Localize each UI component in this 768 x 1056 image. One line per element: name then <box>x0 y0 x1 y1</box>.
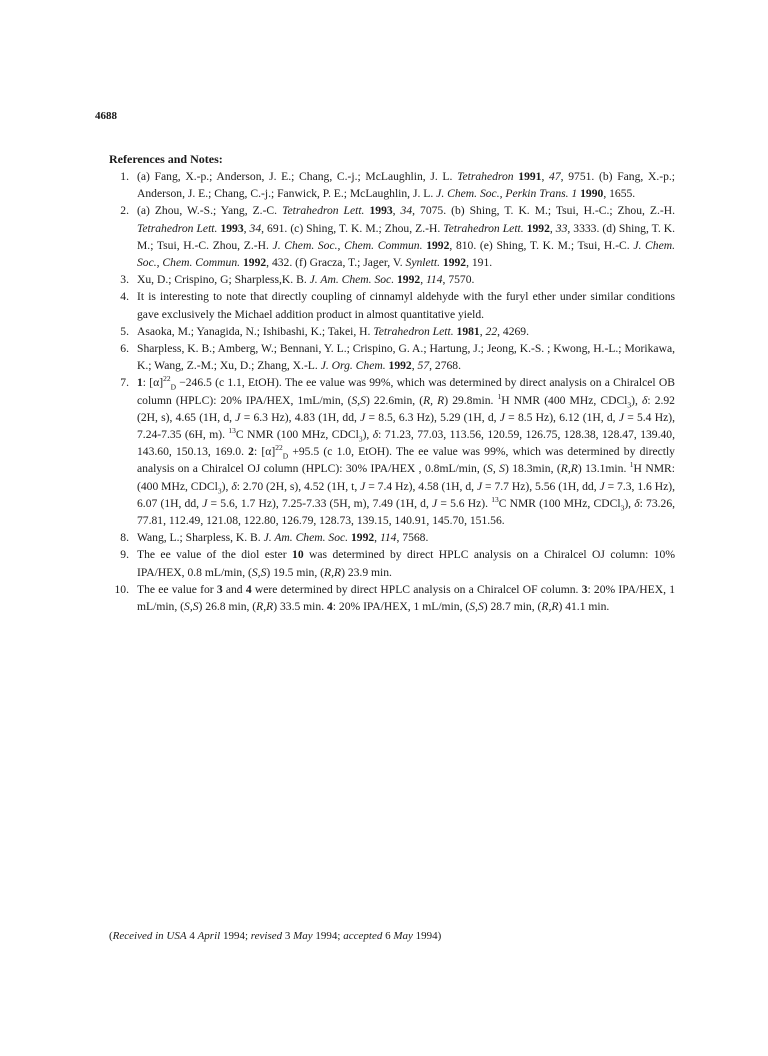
text-segment: ), <box>221 479 232 493</box>
text-segment: Tetrahedron Lett. <box>443 221 524 235</box>
text-segment: (a) Fang, X.-p.; Anderson, J. E.; Chang, C.-j.; McLaughlin, J. L. <box>137 170 458 183</box>
text-segment: Xu, D.; Crispino, G; Sharpless,K. B. <box>137 273 310 287</box>
reference-item <box>109 323 675 340</box>
text-segment: ), <box>631 393 642 407</box>
reference-item <box>109 340 675 374</box>
text-segment: were determined by direct HPLC analysis on a Chiralcel OF column. <box>251 582 582 596</box>
reference-text <box>137 342 675 372</box>
text-segment: : 73.26, 77.81, 112.49, 121.08, 122.80, 126.79, 128.73, 139.15, 140.91, 145.70, 151.56. <box>137 496 676 528</box>
text-segment: May <box>293 930 313 942</box>
text-segment: 6 <box>382 930 394 942</box>
text-segment: Tetrahedron Lett. <box>282 204 365 218</box>
reference-number: 5 . <box>109 323 129 340</box>
text-segment: ) 41.1 min. <box>558 600 610 614</box>
text-segment: δ <box>231 479 237 493</box>
text-segment: 3 <box>216 582 223 596</box>
text-segment: 1992 <box>397 273 421 287</box>
text-segment: = 7.3, 1.6 Hz), 6.07 (1H, dd, <box>137 479 676 510</box>
text-segment: 4 <box>186 930 198 942</box>
text-segment: 3 <box>620 503 625 513</box>
reference-item <box>109 168 675 202</box>
text-segment: = 8.5, 6.3 Hz), 5.29 (1H, d, <box>365 410 500 424</box>
text-segment: J <box>476 479 483 493</box>
reference-item <box>109 529 675 546</box>
text-segment: S,S <box>184 600 199 614</box>
text-segment: δ <box>372 428 379 442</box>
text-segment: 3 <box>282 930 294 942</box>
text-segment: ), <box>624 496 635 510</box>
text-segment: 57 <box>417 359 430 373</box>
text-segment: 1990 <box>580 187 604 201</box>
text-segment: R,R <box>324 565 342 579</box>
text-segment: revised <box>250 930 283 942</box>
text-segment: 13 <box>228 426 236 436</box>
reference-text <box>137 273 474 286</box>
text-segment: = 8.5 Hz), 6.12 (1H, d, <box>504 410 619 424</box>
text-segment: , 9751. (b) Fang, X.-p.; Anderson, J. E.; Chang, C.-j.; Fanwick, P. E.; McLaughlin, J. L. <box>137 170 676 201</box>
text-segment: 4 <box>327 600 333 614</box>
text-segment: D <box>282 451 289 461</box>
text-segment: 1992 <box>426 238 450 252</box>
page-number: 4688 <box>95 110 117 122</box>
text-segment: 3 <box>358 434 363 444</box>
text-segment: J <box>599 479 605 493</box>
text-segment: ) 19.5 min, ( <box>266 565 325 579</box>
text-segment: accepted <box>343 930 383 942</box>
text-segment: : [α] <box>253 445 276 459</box>
text-segment: 4 <box>245 582 252 596</box>
reference-number: 8 . <box>109 529 129 546</box>
text-segment: ) 23.9 min. <box>341 565 392 579</box>
text-segment: 1992 <box>350 531 375 545</box>
text-segment: 1 <box>629 460 634 470</box>
text-segment: ( <box>109 930 113 942</box>
text-segment: , <box>420 273 426 287</box>
text-segment: ) 29.8min. <box>444 393 498 407</box>
text-segment: , 4269. <box>497 324 529 338</box>
text-segment: 1994; <box>220 930 251 942</box>
text-segment: +95.5 (c 1.0, EtOH). The ee value was 99%, which was determined by directly analysis on a Chiralcel OJ column (HPLC): 30% IPA/HEX , 0.8mL/min, ( <box>137 445 675 476</box>
reference-number: 10 . <box>109 581 129 598</box>
reference-number: 4 . <box>109 288 129 305</box>
reference-text <box>137 376 675 527</box>
text-segment: , <box>243 221 250 235</box>
text-segment: , 7570. <box>442 273 475 287</box>
text-segment: R,R <box>256 600 274 614</box>
reference-number: 2 . <box>109 202 129 219</box>
text-segment: , 2768. <box>429 359 461 373</box>
text-segment: R,R <box>560 462 578 476</box>
text-segment: 1994) <box>412 930 442 942</box>
text-segment: J. Chem. Soc., Chem. Commun. <box>137 238 675 270</box>
text-segment: , 691. (c) Shing, T. K. M.; Zhou, Z.-H. <box>261 221 444 235</box>
text-segment: J <box>235 410 241 424</box>
text-segment: Tetrahedron Lett. <box>373 324 454 338</box>
reference-item <box>109 581 675 615</box>
text-segment: 22 <box>163 374 171 384</box>
text-segment: : 2.70 (2H, s), 4.52 (1H, t, <box>236 479 361 493</box>
text-segment: : 20% IPA/HEX, 1 mL/min, ( <box>332 600 470 614</box>
text-segment: 34 <box>400 204 413 218</box>
text-segment: δ <box>634 496 640 510</box>
reference-number: 3 . <box>109 271 129 288</box>
text-segment: and <box>222 582 246 596</box>
text-segment: R, R <box>423 393 445 407</box>
text-segment: S, S <box>487 462 505 476</box>
text-segment: 1992 <box>442 256 467 270</box>
reference-item <box>109 288 675 322</box>
text-segment: 3 <box>217 485 222 495</box>
text-segment: was determined by direct HPLC analysis on a Chiralcel OJ column: 10% IPA/HEX, 0.8 mL/min, ( <box>137 548 675 579</box>
text-segment: 1992 <box>242 256 267 270</box>
text-segment: C NMR (100 MHz, CDCl <box>235 428 359 442</box>
text-segment: R,R <box>541 600 559 614</box>
text-segment: : 2.92 (2H, s), 4.65 (1H, d, <box>137 393 675 424</box>
reference-text <box>137 325 529 338</box>
text-segment: ) 13.1min. <box>577 462 630 476</box>
reference-number: 6 . <box>109 340 129 357</box>
text-segment: The ee value for <box>137 582 217 596</box>
text-segment: Asaoka, M.; Yanagida, N.; Ishibashi, K.; Takei, H. <box>137 324 374 338</box>
reference-number: 7 . <box>109 374 129 391</box>
text-segment: S,S <box>251 565 267 579</box>
text-segment: , 7075. (b) Shing, T. K. M.; Tsui, H.-C.; Zhou, Z.-H. <box>412 204 676 218</box>
text-segment: = 6.3 Hz), 4.83 (1H, dd, <box>240 410 361 424</box>
reference-text <box>137 204 675 269</box>
text-segment: H NMR (400 MHz, CDCl <box>501 393 628 407</box>
reference-text <box>137 548 675 578</box>
text-segment: , 810. (e) Shing, T. K. M.; Tsui, H.-C. <box>449 238 634 252</box>
text-segment: Sharpless, K. B.; Amberg, W.; Bennani, Y. L.; Crispino, G. A.; Hartung, J.; Jeong, K.-S. ; Kwong, H.-L.; Morikawa, K.; Wang, Z.-M.; Xu, D.; Zhang, X.-L. <box>137 342 675 373</box>
text-segment: J. Chem. Soc., Perkin Trans. 1 <box>436 187 578 201</box>
text-segment: 47 <box>549 170 561 183</box>
text-segment: J <box>360 479 366 493</box>
reference-item <box>109 202 675 271</box>
text-segment: 114 <box>425 273 443 287</box>
text-segment: 13 <box>491 495 499 504</box>
text-segment: It is interesting to note that directly coupling of cinnamyl aldehyde with the furyl ether under similar conditions gave exclusively the Michael addition product in almost quantitative yield. <box>137 290 675 321</box>
text-segment: The ee value of the diol ester <box>137 548 293 562</box>
text-segment: , <box>479 324 486 338</box>
text-segment: : 71.23, 77.03, 113.56, 120.59, 126.75, 128.38, 128.47, 139.40, 143.60, 150.13, 169.0. <box>137 428 675 459</box>
text-segment: H NMR: (400 MHz, CDCl <box>137 462 675 493</box>
text-segment: , <box>411 359 418 373</box>
text-segment: ) 22.6min, ( <box>365 393 424 407</box>
text-segment: , <box>392 204 401 218</box>
text-segment: = 7.4 Hz), 4.58 (1H, d, <box>365 479 477 493</box>
text-segment: δ <box>642 393 648 407</box>
text-segment: = 7.7 Hz), 5.56 (1H, dd, <box>482 479 600 493</box>
text-segment: 34 <box>249 221 262 235</box>
text-segment: S,S <box>469 600 484 614</box>
text-segment: ), <box>362 428 373 442</box>
text-segment: Wang, L.; Sharpless, K. B. <box>137 531 264 545</box>
text-segment: D <box>170 382 176 392</box>
text-segment: J <box>499 410 505 424</box>
reference-number: 9 . <box>109 546 129 563</box>
received-dates <box>109 930 441 942</box>
text-segment: 22 <box>275 443 283 453</box>
text-segment: ) 26.8 min, ( <box>198 600 257 614</box>
text-segment: : [α] <box>142 376 164 390</box>
references-list <box>109 168 675 615</box>
text-segment: ) 28.7 min, ( <box>483 600 542 614</box>
text-segment: , <box>374 531 380 545</box>
text-segment: S,S <box>351 393 366 407</box>
text-segment: = 5.6 Hz). <box>437 496 492 510</box>
text-segment: J. Chem. Soc., Chem. Commun. <box>272 238 423 252</box>
text-segment: J <box>202 496 208 510</box>
text-segment: J <box>618 410 624 424</box>
text-segment: Tetrahedron Lett. <box>137 221 218 235</box>
reference-item <box>109 271 675 288</box>
text-segment: 1993 <box>220 221 244 235</box>
text-segment: 3 <box>581 582 588 596</box>
text-segment: (a) Zhou, W.-S.; Yang, Z.-C. <box>137 204 283 218</box>
text-segment: 114 <box>379 531 397 545</box>
text-segment: Received in USA <box>112 930 187 942</box>
text-segment: 1994; <box>312 930 344 942</box>
text-segment: 1992 <box>526 221 550 235</box>
text-segment: , <box>541 170 550 183</box>
text-segment: , 7568. <box>396 531 429 545</box>
text-segment: , 3333. (d) Shing, T. K. M.; Tsui, H.-C. Zhou, Z.-H. <box>137 221 676 252</box>
reference-text <box>137 170 675 200</box>
text-segment: 1992 <box>388 359 412 373</box>
text-segment: 10 <box>292 548 304 562</box>
text-segment: 1993 <box>369 204 393 218</box>
text-segment: 33 <box>555 221 568 235</box>
text-segment: = 5.4 Hz), 7.24-7.35 (6H, m). <box>137 410 675 442</box>
text-segment: ) 18.3min, ( <box>504 462 561 476</box>
text-segment: April <box>197 930 221 942</box>
reference-item <box>109 546 675 580</box>
reference-item <box>109 374 675 529</box>
text-segment: J. Am. Chem. Soc. <box>263 531 349 545</box>
reference-text <box>137 531 428 544</box>
text-segment: J. Org. Chem. <box>320 359 386 373</box>
text-segment: 2 <box>248 445 254 459</box>
text-segment: 22 <box>485 324 498 338</box>
text-segment: May <box>393 930 413 942</box>
reference-text <box>137 583 675 613</box>
reference-text <box>137 290 675 320</box>
text-segment: J <box>432 496 438 510</box>
text-segment: 1 <box>137 376 143 390</box>
text-segment: 1991 <box>518 170 542 183</box>
text-segment: C NMR (100 MHz, CDCl <box>498 496 621 510</box>
references-heading: References and Notes: <box>109 152 223 166</box>
text-segment: −246.5 (c 1.1, EtOH). The ee value was 99%, which was determined by direct analysis on a Chiralcel OB column (HPLC): 20% IPA/HEX, 1mL/min, ( <box>137 376 675 407</box>
text-segment: , 1655. <box>603 187 636 201</box>
text-segment: J. Am. Chem. Soc. <box>309 273 395 287</box>
text-segment: 3 <box>627 399 632 409</box>
text-segment: Tetrahedron <box>457 170 514 183</box>
text-segment: , 432. (f) Gracza, T.; Jager, V. <box>266 256 406 270</box>
text-segment: : 20% IPA/HEX, 1 mL/min, ( <box>137 582 675 614</box>
text-segment: = 5.6, 1.7 Hz), 7.25-7.33 (5H, m), 7.49 (1H, d, <box>207 496 433 510</box>
text-segment: ) 33.5 min. <box>273 600 327 614</box>
text-segment: 1981 <box>456 324 480 338</box>
text-segment: 1 <box>497 391 502 401</box>
text-segment: J <box>360 410 366 424</box>
text-segment: , 191. <box>466 256 493 270</box>
text-segment: , <box>549 221 556 235</box>
text-segment: Synlett. <box>405 256 440 270</box>
reference-number: 1 . <box>109 168 129 185</box>
